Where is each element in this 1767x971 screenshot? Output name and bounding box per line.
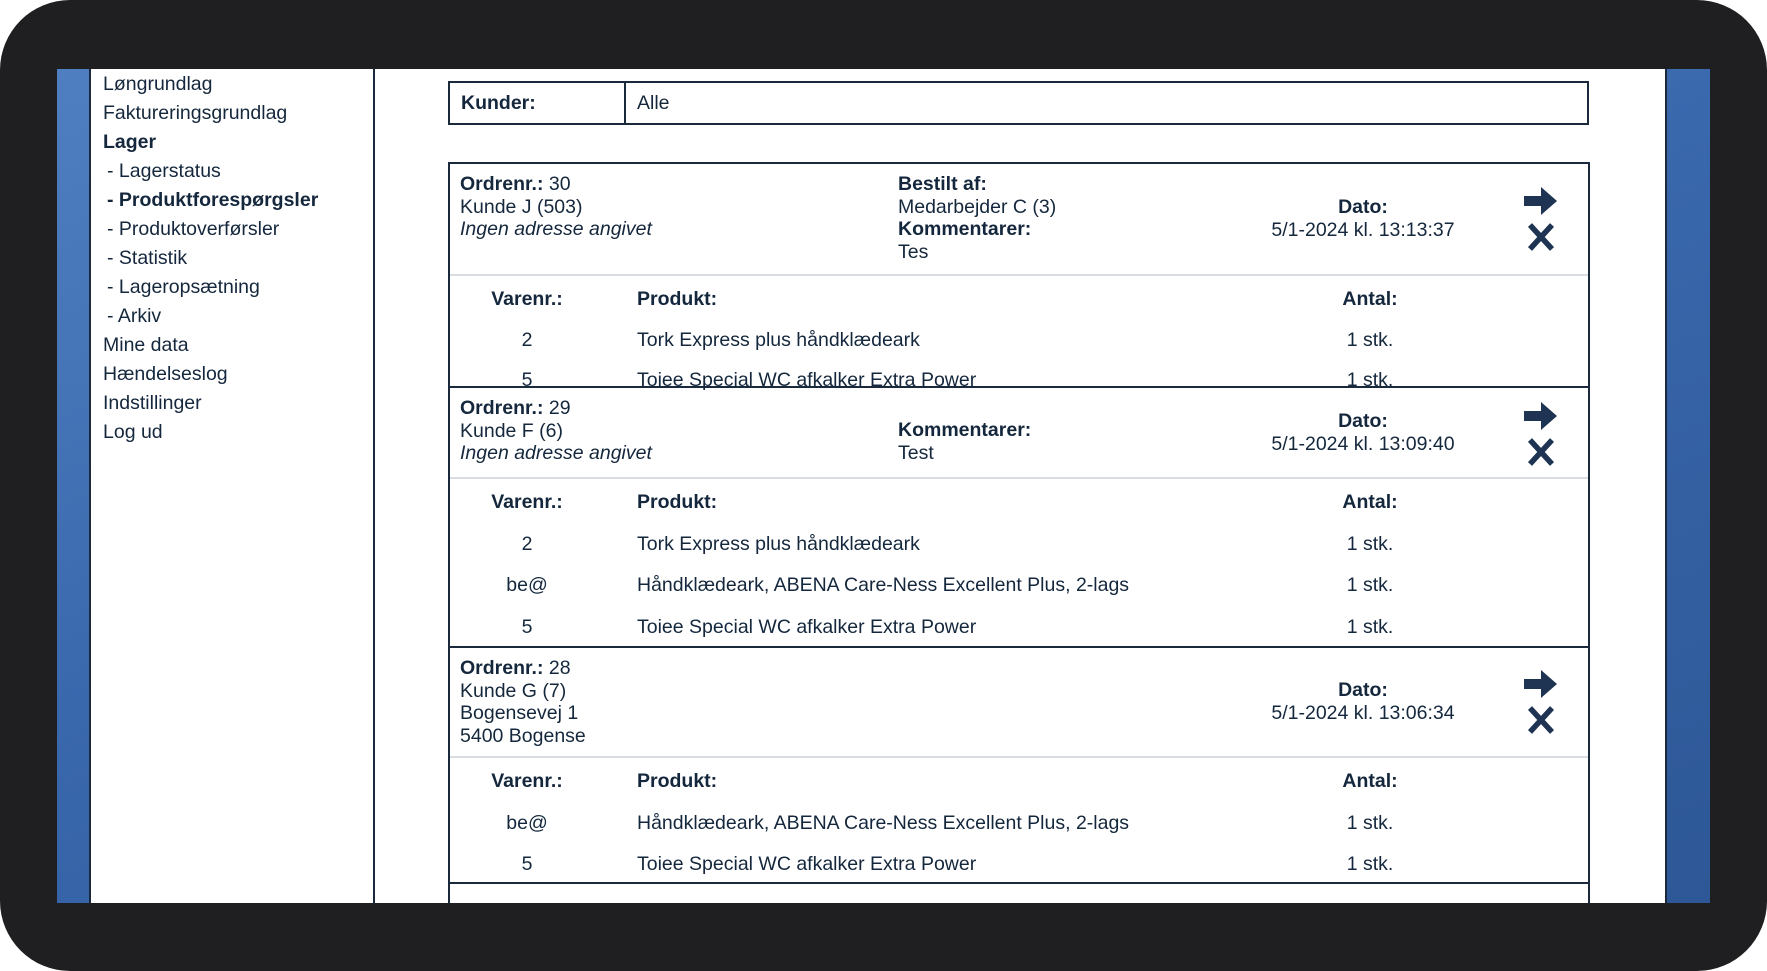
sidebar-item-lager[interactable]: Lager <box>103 131 157 153</box>
order-number: 30 <box>548 173 571 195</box>
ordered-by: Medarbejder C (3) <box>898 195 1057 218</box>
items-header <box>450 280 1588 322</box>
item-product: Tork Express plus håndklædeark <box>637 328 920 351</box>
close-icon[interactable] <box>1524 705 1558 735</box>
customer-filter-label: Kunder: <box>450 83 626 123</box>
order-address: Ingen adresse angivet <box>460 218 652 240</box>
order-address-city: 5400 Bogense <box>460 724 586 747</box>
order-header <box>450 388 1588 479</box>
date-label: Dato: <box>1338 410 1388 432</box>
antal-header: Antal: <box>1342 770 1398 792</box>
arrow-down-icon <box>1664 124 1667 180</box>
close-icon[interactable] <box>1524 437 1558 467</box>
list-item <box>450 525 1588 567</box>
list-item <box>450 804 1588 846</box>
item-qty: 1 stk. <box>1346 615 1394 638</box>
sidebar-item-loengrundlag[interactable]: Løngrundlag <box>103 73 213 95</box>
items-header <box>450 483 1588 525</box>
item-qty: 1 stk. <box>1346 328 1394 351</box>
order-date-block <box>1268 410 1458 455</box>
varenr-header: Varenr.: <box>491 491 563 513</box>
item-product: Toiee Special WC afkalker Extra Power <box>637 369 977 391</box>
order-date-block <box>1268 196 1458 241</box>
item-varenr: be@ <box>506 574 548 596</box>
order-customer: Kunde F (6) <box>460 419 563 442</box>
order-address: Bogensevej 1 <box>460 702 579 724</box>
item-qty: 1 stk. <box>1346 369 1394 391</box>
sidebar-item-lagerstatus[interactable]: - Lagerstatus <box>107 160 221 182</box>
item-varenr: 5 <box>521 615 533 638</box>
order-number: 29 <box>548 397 571 419</box>
item-qty: 1 stk. <box>1346 532 1394 555</box>
order-date: 5/1-2024 kl. 13:09:40 <box>1271 432 1455 455</box>
main-content <box>375 69 1665 903</box>
order-date-block <box>1268 679 1458 724</box>
item-qty: 1 stk. <box>1346 574 1394 596</box>
sidebar-item-produktforespoergsler[interactable]: - Produktforespørgsler <box>107 189 319 211</box>
item-qty: 1 stk. <box>1346 853 1394 875</box>
order-address: Ingen adresse angivet <box>460 442 652 464</box>
sidebar-item-faktureringsgrundlag[interactable]: Faktureringsgrundlag <box>103 102 288 124</box>
comment-label: Kommentarer: <box>898 419 1032 441</box>
date-label: Dato: <box>1338 196 1388 218</box>
sidebar-item-mine-data[interactable]: Mine data <box>103 334 189 356</box>
item-product: Håndklædeark, ABENA Care-Ness Excellent Plus, 2-lags <box>637 574 1130 596</box>
order-comment: Test <box>898 441 934 464</box>
desktop-background <box>57 69 1710 903</box>
order-29 <box>450 388 1588 648</box>
antal-header: Antal: <box>1342 491 1398 513</box>
order-header <box>450 164 1588 276</box>
app-page <box>89 69 1667 903</box>
item-product: Toiee Special WC afkalker Extra Power <box>637 853 977 875</box>
item-product: Tork Express plus håndklædeark <box>637 532 920 555</box>
order-meta <box>898 173 1056 263</box>
sidebar-item-log-ud[interactable]: Log ud <box>103 421 163 443</box>
date-label: Dato: <box>1338 679 1388 701</box>
order-info <box>460 397 652 465</box>
list-item <box>450 608 1588 650</box>
list-item <box>450 566 1588 608</box>
order-date: 5/1-2024 kl. 13:13:37 <box>1271 218 1455 241</box>
customer-filter <box>448 81 1589 125</box>
item-varenr: 2 <box>521 328 533 351</box>
order-28 <box>450 648 1588 884</box>
list-item <box>450 322 1588 364</box>
list-item <box>450 845 1588 887</box>
sidebar-item-indstillinger[interactable]: Indstillinger <box>103 392 202 414</box>
item-qty: 1 stk. <box>1346 811 1394 834</box>
order-date: 5/1-2024 kl. 13:06:34 <box>1271 701 1455 724</box>
item-varenr: 2 <box>521 532 533 555</box>
item-varenr: 5 <box>521 369 533 391</box>
item-varenr: be@ <box>506 811 548 834</box>
order-list <box>448 162 1590 903</box>
order-items <box>450 479 1588 646</box>
sidebar-item-produktoverfoersler[interactable]: - Produktoverførsler <box>107 218 280 240</box>
order-number-label: Ordrenr.: <box>460 657 544 679</box>
comment-label: Kommentarer: <box>898 218 1032 240</box>
sidebar-item-haendelseslog[interactable]: Hændelseslog <box>103 363 228 385</box>
order-number-label: Ordrenr.: <box>460 173 544 195</box>
arrow-right-icon[interactable] <box>1524 401 1558 431</box>
items-header <box>450 762 1588 804</box>
sidebar <box>91 69 375 903</box>
order-customer: Kunde J (503) <box>460 195 583 218</box>
sidebar-item-lageropsaetning[interactable]: - Lageropsætning <box>107 276 260 298</box>
order-info <box>460 173 652 241</box>
sidebar-item-arkiv[interactable]: - Arkiv <box>107 305 162 327</box>
produkt-header: Produkt: <box>637 491 718 513</box>
order-header <box>450 648 1588 758</box>
produkt-header: Produkt: <box>637 288 718 310</box>
close-icon[interactable] <box>1524 222 1558 252</box>
arrow-right-icon[interactable] <box>1524 669 1558 699</box>
order-customer: Kunde G (7) <box>460 679 567 702</box>
order-meta <box>898 419 1031 464</box>
order-items <box>450 276 1588 391</box>
arrow-right-icon[interactable] <box>1524 186 1558 216</box>
order-comment: Tes <box>898 240 929 263</box>
item-varenr: 5 <box>521 853 533 875</box>
order-30 <box>450 164 1588 391</box>
varenr-header: Varenr.: <box>491 288 563 310</box>
order-info <box>460 657 586 747</box>
order-number-label: Ordrenr.: <box>460 397 544 419</box>
ordered-by-label: Bestilt af: <box>898 173 987 195</box>
order-items <box>450 758 1588 882</box>
customer-filter-select[interactable]: Alle <box>637 92 670 114</box>
item-product: Toiee Special WC afkalker Extra Power <box>637 615 977 638</box>
order-number: 28 <box>548 657 571 679</box>
sidebar-item-statistik[interactable]: - Statistik <box>107 247 188 269</box>
antal-header: Antal: <box>1342 288 1398 310</box>
varenr-header: Varenr.: <box>491 770 563 792</box>
produkt-header: Produkt: <box>637 770 718 792</box>
item-product: Håndklædeark, ABENA Care-Ness Excellent Plus, 2-lags <box>637 811 1130 834</box>
